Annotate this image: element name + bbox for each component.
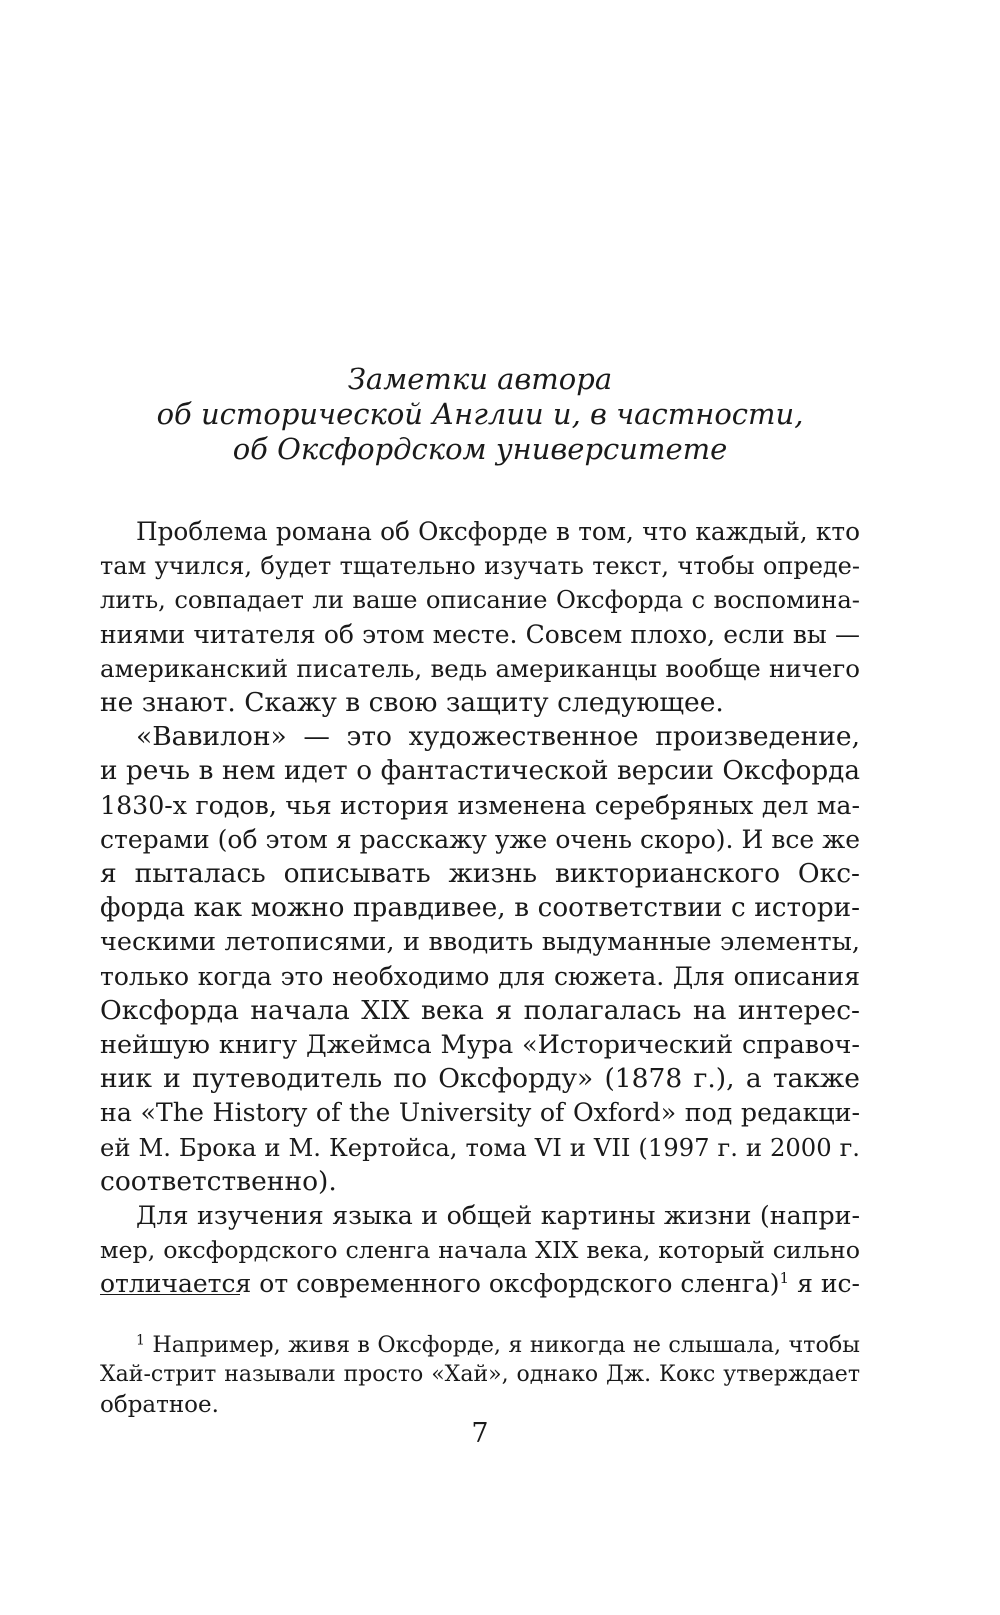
text-line: Оксфорда начала XIX века я полагалась на интерес-	[100, 994, 860, 1026]
paragraph-1	[100, 515, 860, 720]
footnote-line: обратное.	[100, 1392, 219, 1418]
text-line: мер, оксфордского сленга начала XIX века, который сильно	[100, 1236, 860, 1265]
text-line: 1830-х годов, чья история изменена серебряных дел ма-	[100, 790, 860, 820]
footnote-reference[interactable]: 1	[779, 1269, 790, 1288]
text-line: не знают. Скажу в свою защиту следующее.	[100, 687, 724, 719]
text-line: «Вавилон» — это художественное произведение,	[136, 721, 860, 753]
text-line: нейшую книгу Джеймса Мура «Исторический справоч-	[100, 1030, 860, 1061]
text-fragment: отличается от современного оксфордского сленга)	[100, 1269, 780, 1299]
text-line: стерами (об этом я расскажу уже очень скоро). И все же	[100, 824, 860, 854]
chapter-title	[100, 362, 860, 467]
text-line-with-footnote-ref	[100, 1267, 860, 1301]
footnote-line	[100, 1330, 860, 1360]
text-line: американский писатель, ведь американцы вообще ничего	[100, 653, 860, 683]
text-line: на «The History of the University of Oxford» под редакци-	[100, 1098, 860, 1128]
body-text	[100, 515, 860, 1302]
text-line: я пыталась описывать жизнь викторианского Окс-	[100, 858, 860, 890]
paragraph-3	[100, 1199, 860, 1302]
text-fragment: я ис-	[789, 1269, 860, 1299]
page-number: 7	[471, 1418, 489, 1449]
text-line: ей М. Брока и М. Кертойса, тома VI и VII (1997 г. и 2000 г.	[100, 1132, 860, 1162]
footnote	[100, 1330, 860, 1420]
text-line: лить, совпадает ли ваше описание Оксфорда с воспомина-	[100, 585, 860, 615]
footnote-marker: 1	[136, 1332, 145, 1349]
footnote-divider	[100, 1294, 240, 1295]
text-line: только когда это необходимо для сюжета. Для описания	[100, 961, 860, 991]
text-line: ческими летописями, и вводить выдуманные элементы,	[100, 927, 860, 958]
title-line-3: об Оксфордском университете	[232, 432, 728, 466]
text-line: ниями читателя об этом месте. Совсем плохо, если вы —	[100, 619, 860, 649]
text-line: там учился, будет тщательно изучать текст, чтобы опреде-	[100, 552, 860, 581]
text-line: форда как можно правдивее, в соответствии с истори-	[100, 893, 860, 924]
title-line-2: об исторической Англии и, в частности,	[156, 397, 804, 431]
text-fragment: Например, живя в Оксфорде, я никогда не слышала, чтобы	[144, 1332, 860, 1358]
text-line: соответственно).	[100, 1165, 337, 1197]
paragraph-2	[100, 720, 860, 1199]
text-line: и речь в нем идет о фантастической версии Оксфорда	[100, 756, 860, 787]
text-line: ник и путеводитель по Оксфорду» (1878 г.), а также	[100, 1063, 860, 1095]
footnote-line: Хай-стрит называли просто «Хай», однако Дж. Кокс утверждает	[100, 1362, 860, 1387]
title-line-1: Заметки автора	[347, 362, 613, 396]
text-line: Для изучения языка и общей картины жизни (напри-	[136, 1201, 860, 1231]
text-line: Проблема романа об Оксфорде в том, что каждый, кто	[136, 517, 860, 546]
